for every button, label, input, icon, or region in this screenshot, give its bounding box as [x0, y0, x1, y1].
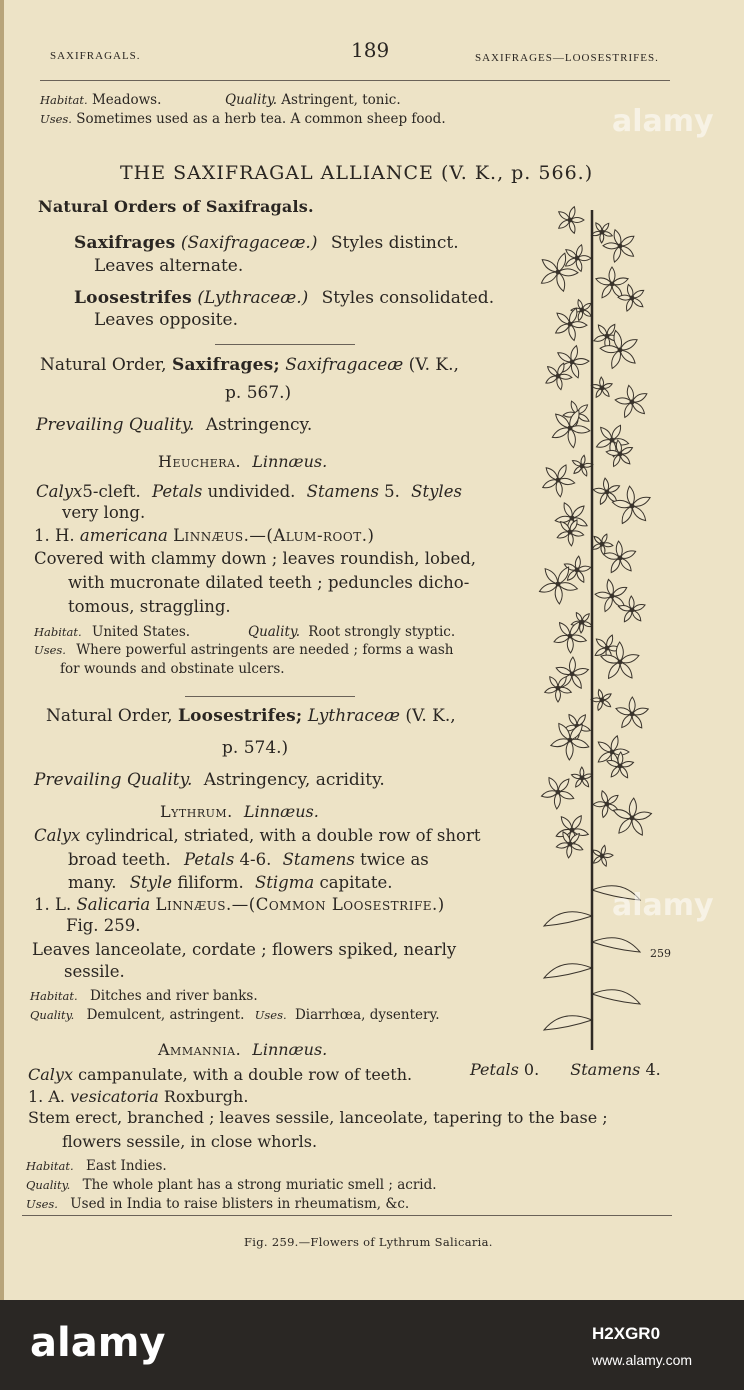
flower-sketch	[546, 715, 596, 766]
loosestrifes-desc: Styles consolidated.	[321, 288, 495, 308]
uses-text: Where powerful astringents are needed ; forms a wash	[76, 642, 454, 658]
flower-sketch	[544, 401, 597, 453]
species-number: 1. L.	[34, 895, 72, 914]
ammannia-desc-1: Stem erect, branched ; leaves sessile, lanceolate, tapering to the base ;	[28, 1108, 608, 1127]
quality-label: Quality.	[248, 624, 300, 640]
figure-caption: Fig. 259.—Flowers of Lythrum Salicaria.	[244, 1235, 493, 1249]
stigma-label: Stigma	[254, 873, 315, 892]
stamens-label: Stamens	[282, 850, 355, 869]
order-prefix: Natural Order,	[40, 355, 167, 375]
lythrum-char-3	[68, 873, 393, 893]
petals-text: 0.	[523, 1060, 540, 1079]
saxifrages-name: Saxifrages	[74, 233, 176, 253]
ammannia-characters	[28, 1065, 412, 1085]
watermark-top: alamy	[612, 104, 714, 139]
heuchera-styles-text: very long.	[62, 503, 146, 522]
heuchera-uses-2: for wounds and obstinate ulcers.	[60, 661, 285, 677]
orders-heading: Natural Orders of Saxifragals.	[38, 197, 314, 216]
species-name: Salicaria	[76, 895, 151, 914]
heuchera-quality	[248, 624, 455, 640]
flower-sketch	[612, 693, 653, 735]
loosestrifes-name: Loosestrifes	[74, 288, 192, 308]
genus-author: Linnæus.	[252, 452, 328, 471]
stamens-text: twice as	[360, 850, 429, 869]
loosestrifes-latin: (Lythraceæ.)	[197, 288, 309, 308]
prevailing-quality-label: Prevailing Quality.	[34, 770, 193, 790]
genus-name: Lythrum.	[160, 802, 233, 821]
calyx-label: Calyx	[28, 1065, 73, 1084]
uses-label: Uses.	[34, 643, 66, 657]
species-author: Linnæus.—(Common Loosestrife.)	[155, 895, 445, 914]
order-prefix: Natural Order,	[46, 706, 173, 726]
flower-sketch	[540, 460, 578, 499]
habitat-text: East Indies.	[85, 1158, 167, 1174]
prevailing-quality-text: Astringency, acridity.	[203, 770, 385, 790]
flower-sketch	[612, 382, 652, 420]
flower-sketch	[540, 775, 576, 810]
loosestrifes-desc-2: Leaves opposite.	[94, 310, 238, 330]
heuchera-species	[34, 526, 374, 546]
uses-text: Diarrhœa, dysentery.	[294, 1007, 440, 1023]
quality-text: The whole plant has a strong muriatic smell ; acrid.	[82, 1177, 437, 1193]
order-name: Loosestrifes;	[177, 706, 303, 726]
teeth-text: broad teeth.	[68, 850, 171, 869]
ammannia-uses	[26, 1196, 409, 1212]
style-label: Style	[129, 873, 173, 892]
genus-author: Linnæus.	[252, 1040, 328, 1059]
loosestrifes-order-ref-2: p. 574.)	[222, 738, 289, 758]
heuchera-habitat	[34, 624, 190, 640]
calyx-label: Calyx	[36, 482, 83, 501]
prevailing-quality-label: Prevailing Quality.	[36, 415, 195, 435]
quality-text: Demulcent, astringent.	[86, 1007, 245, 1023]
header-left: SAXIFRAGALS.	[50, 50, 141, 62]
stamens-text: 4.	[645, 1060, 661, 1079]
quality-text: Root strongly styptic.	[308, 624, 456, 640]
genus-name: Ammannia.	[158, 1040, 242, 1059]
flower-sketch	[557, 206, 584, 234]
ammannia-habitat	[26, 1158, 167, 1174]
flower-sketch	[532, 559, 583, 611]
petals-label: Petals	[183, 850, 235, 869]
loosestrifes-prevailing-quality	[34, 770, 385, 790]
order-latin: Lythraceæ	[307, 706, 401, 726]
petals-label: Petals	[151, 482, 203, 501]
top-uses-line	[40, 111, 446, 127]
lythrum-fig-ref: Fig. 259.	[66, 916, 141, 935]
stamens-label: Stamens	[306, 482, 379, 501]
styles-label: Styles	[411, 482, 462, 501]
quality-label: Quality.	[30, 1008, 75, 1022]
genus-author: Linnæus.	[243, 802, 319, 821]
species-author: Linnæus.—(Alum-root.)	[173, 526, 375, 545]
ammannia-genus	[158, 1040, 327, 1060]
lythrum-salicaria-illustration	[520, 190, 685, 1060]
top-habitat-line	[40, 92, 161, 108]
habitat-label: Habitat.	[26, 1159, 74, 1173]
saxifrages-prevailing-quality	[36, 415, 312, 435]
header-rule	[40, 80, 670, 81]
page-binding-edge	[0, 0, 4, 1300]
petals-text: 4-6.	[239, 850, 272, 869]
flower-sketch	[614, 281, 650, 316]
order-latin: Saxifragaceæ	[285, 355, 404, 375]
petals-label: Petals	[470, 1060, 519, 1079]
calyx-text: 5-cleft.	[82, 482, 141, 501]
leaf-sketch	[544, 1016, 592, 1030]
saxifrages-entry	[74, 233, 459, 253]
header-right: SAXIFRAGES—LOOSESTRIFES.	[475, 52, 659, 64]
leaf-sketch	[544, 964, 592, 978]
species-name: americana	[79, 526, 168, 545]
uses-label: Uses.	[254, 1008, 287, 1022]
style-text: filiform.	[177, 873, 244, 892]
lythrum-char-2	[68, 850, 429, 870]
ammannia-species	[28, 1087, 248, 1107]
ammannia-petals-stamens	[470, 1060, 661, 1080]
stamens-label: Stamens	[570, 1060, 641, 1079]
habitat-text: Meadows.	[91, 92, 162, 108]
habitat-text: United States.	[91, 624, 191, 640]
calyx-label: Calyx	[34, 826, 81, 845]
uses-label: Uses.	[40, 112, 72, 126]
many-text: many.	[68, 873, 117, 892]
species-number: 1. A.	[28, 1087, 65, 1106]
leaf-sketch	[592, 990, 640, 1004]
saxifrages-desc-2: Leaves alternate.	[94, 256, 244, 276]
lythrum-genus	[160, 802, 319, 822]
footer-logo: alamy	[30, 1320, 166, 1366]
uses-text: Sometimes used as a herb tea. A common sheep food.	[76, 111, 446, 127]
alliance-title: THE SAXIFRAGAL ALLIANCE (V. K., p. 566.)	[120, 162, 594, 184]
genus-name: Heuchera.	[158, 452, 242, 471]
heuchera-desc-2: with mucronate dilated teeth ; peduncles dicho-	[68, 573, 470, 592]
quality-label: Quality.	[225, 92, 277, 108]
lythrum-quality	[30, 1007, 440, 1023]
page-number: 189	[351, 38, 390, 62]
heuchera-characters	[36, 482, 462, 502]
calyx-text: cylindrical, striated, with a double row of short	[85, 826, 481, 845]
top-quality	[225, 92, 401, 108]
petals-text: undivided.	[207, 482, 296, 501]
section-rule-2	[185, 696, 355, 697]
quality-label: Quality.	[26, 1178, 71, 1192]
loosestrifes-order-heading	[46, 706, 456, 726]
prevailing-quality-text: Astringency.	[205, 415, 313, 435]
habitat-text: Ditches and river banks.	[89, 988, 258, 1004]
habitat-label: Habitat.	[34, 625, 82, 639]
figure-number: 259	[650, 947, 671, 960]
saxifrages-order-heading	[40, 355, 459, 375]
lythrum-desc-2: sessile.	[64, 962, 125, 981]
order-name: Saxifrages;	[171, 355, 280, 375]
heuchera-uses	[34, 642, 454, 658]
order-ref: (V. K.,	[408, 355, 459, 375]
saxifrages-desc: Styles distinct.	[330, 233, 459, 253]
species-author: Roxburgh.	[163, 1087, 249, 1106]
habitat-label: Habitat.	[40, 93, 88, 107]
loosestrifes-entry	[74, 288, 494, 308]
saxifrages-latin: (Saxifragaceæ.)	[180, 233, 318, 253]
lythrum-desc-1: Leaves lanceolate, cordate ; flowers spiked, nearly	[32, 940, 457, 959]
habitat-label: Habitat.	[30, 989, 78, 1003]
lythrum-char-1	[34, 826, 480, 846]
stock-footer	[0, 1300, 744, 1390]
quality-text: Astringent, tonic.	[281, 92, 401, 108]
uses-text: Used in India to raise blisters in rheumatism, &c.	[70, 1196, 410, 1212]
stamens-text: 5.	[384, 482, 400, 501]
species-name: vesicatoria	[70, 1087, 159, 1106]
image-id: H2XGR0	[592, 1324, 661, 1343]
lythrum-habitat	[30, 988, 258, 1004]
leaf-sketch	[592, 938, 640, 952]
heuchera-genus	[158, 452, 327, 472]
calyx-text: campanulate, with a double row of teeth.	[78, 1065, 413, 1084]
species-number: 1. H.	[34, 526, 75, 545]
flower-sketch	[615, 593, 648, 627]
uses-label: Uses.	[26, 1197, 58, 1211]
section-rule-1	[215, 344, 355, 345]
watermark-lower: alamy	[612, 888, 714, 923]
heuchera-desc-3: tomous, straggling.	[68, 597, 231, 616]
figure-rule	[22, 1215, 672, 1216]
order-ref: (V. K.,	[405, 706, 456, 726]
leaf-sketch	[544, 912, 592, 926]
saxifrages-order-ref-2: p. 567.)	[225, 383, 292, 403]
lythrum-species	[34, 895, 445, 915]
stigma-text: capitate.	[319, 873, 393, 892]
footer-url: www.alamy.com	[592, 1352, 693, 1368]
ammannia-desc-2: flowers sessile, in close whorls.	[62, 1132, 318, 1151]
ammannia-quality	[26, 1177, 437, 1193]
heuchera-desc-1: Covered with clammy down ; leaves roundish, lobed,	[34, 549, 477, 568]
